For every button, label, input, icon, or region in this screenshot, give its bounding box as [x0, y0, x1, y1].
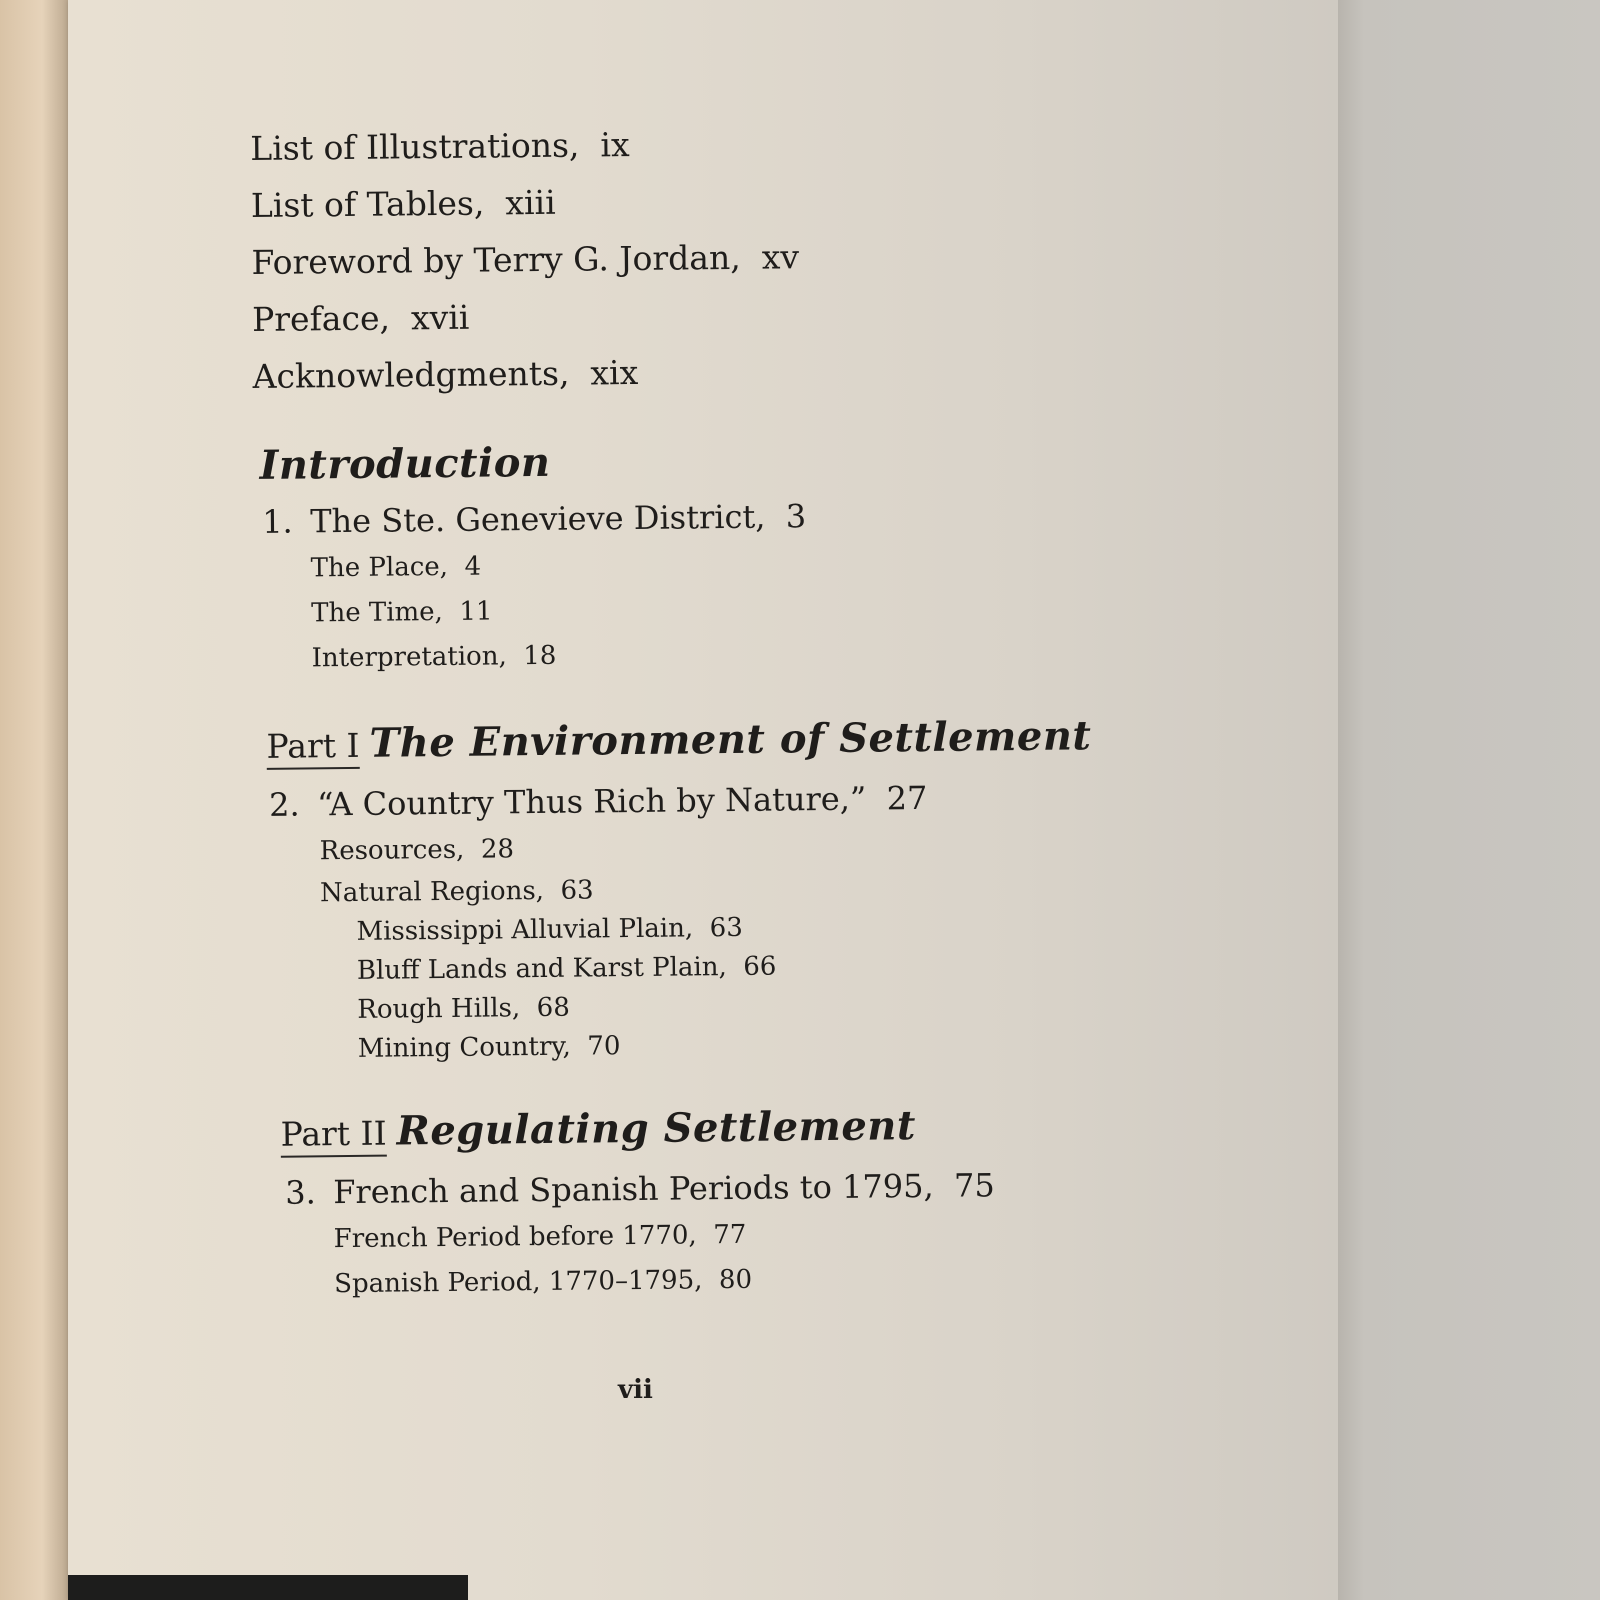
toc-subsection-entry: Rough Hills, 68 [357, 992, 570, 1025]
part-label: Part II [280, 1114, 386, 1158]
part-title: The Environment of Settlement [369, 712, 1092, 767]
introduction-heading: Introduction [259, 438, 551, 489]
toc-front-matter-entry: List of Tables, xiii [250, 182, 556, 225]
toc-chapter-entry: 2. “A Country Thus Rich by Nature,” 27 [268, 778, 928, 824]
toc-chapter-entry: 3. French and Spanish Periods to 1795, 75 [285, 1166, 995, 1212]
toc-section-entry: Interpretation, 18 [311, 640, 557, 674]
facing-page-left [0, 0, 70, 1600]
toc-front-matter-entry: Foreword by Terry G. Jordan, xv [251, 237, 800, 282]
toc-front-matter-entry: List of Illustrations, ix [250, 125, 630, 168]
toc-subsection-entry: Mississippi Alluvial Plain, 63 [356, 912, 743, 947]
part-title: Regulating Settlement [396, 1102, 917, 1155]
toc-front-matter-entry: Acknowledgments, xix [252, 352, 639, 396]
part-label: Part I [266, 726, 359, 770]
toc-section-entry: Spanish Period, 1770–1795, 80 [334, 1264, 753, 1300]
page-number: vii [618, 1375, 653, 1405]
toc-section-entry: Resources, 28 [319, 834, 515, 867]
page-shadow [68, 1575, 468, 1600]
part-heading [280, 1087, 1311, 1168]
part-heading [266, 699, 1307, 780]
toc-section-entry: French Period before 1770, 77 [333, 1219, 747, 1255]
toc-front-matter-entry: Preface, xvii [251, 297, 470, 339]
toc-subsection-entry: Mining Country, 70 [357, 1031, 621, 1064]
toc-section-entry: The Time, 11 [311, 596, 493, 629]
facing-page-right [1338, 0, 1600, 1600]
toc-subsection-entry: Bluff Lands and Karst Plain, 66 [356, 951, 777, 986]
table-of-contents [250, 109, 1312, 1308]
toc-section-entry: Natural Regions, 63 [319, 875, 594, 909]
toc-chapter-entry: 1. The Ste. Genevieve District, 3 [262, 497, 807, 541]
toc-section-entry: The Place, 4 [310, 551, 482, 584]
